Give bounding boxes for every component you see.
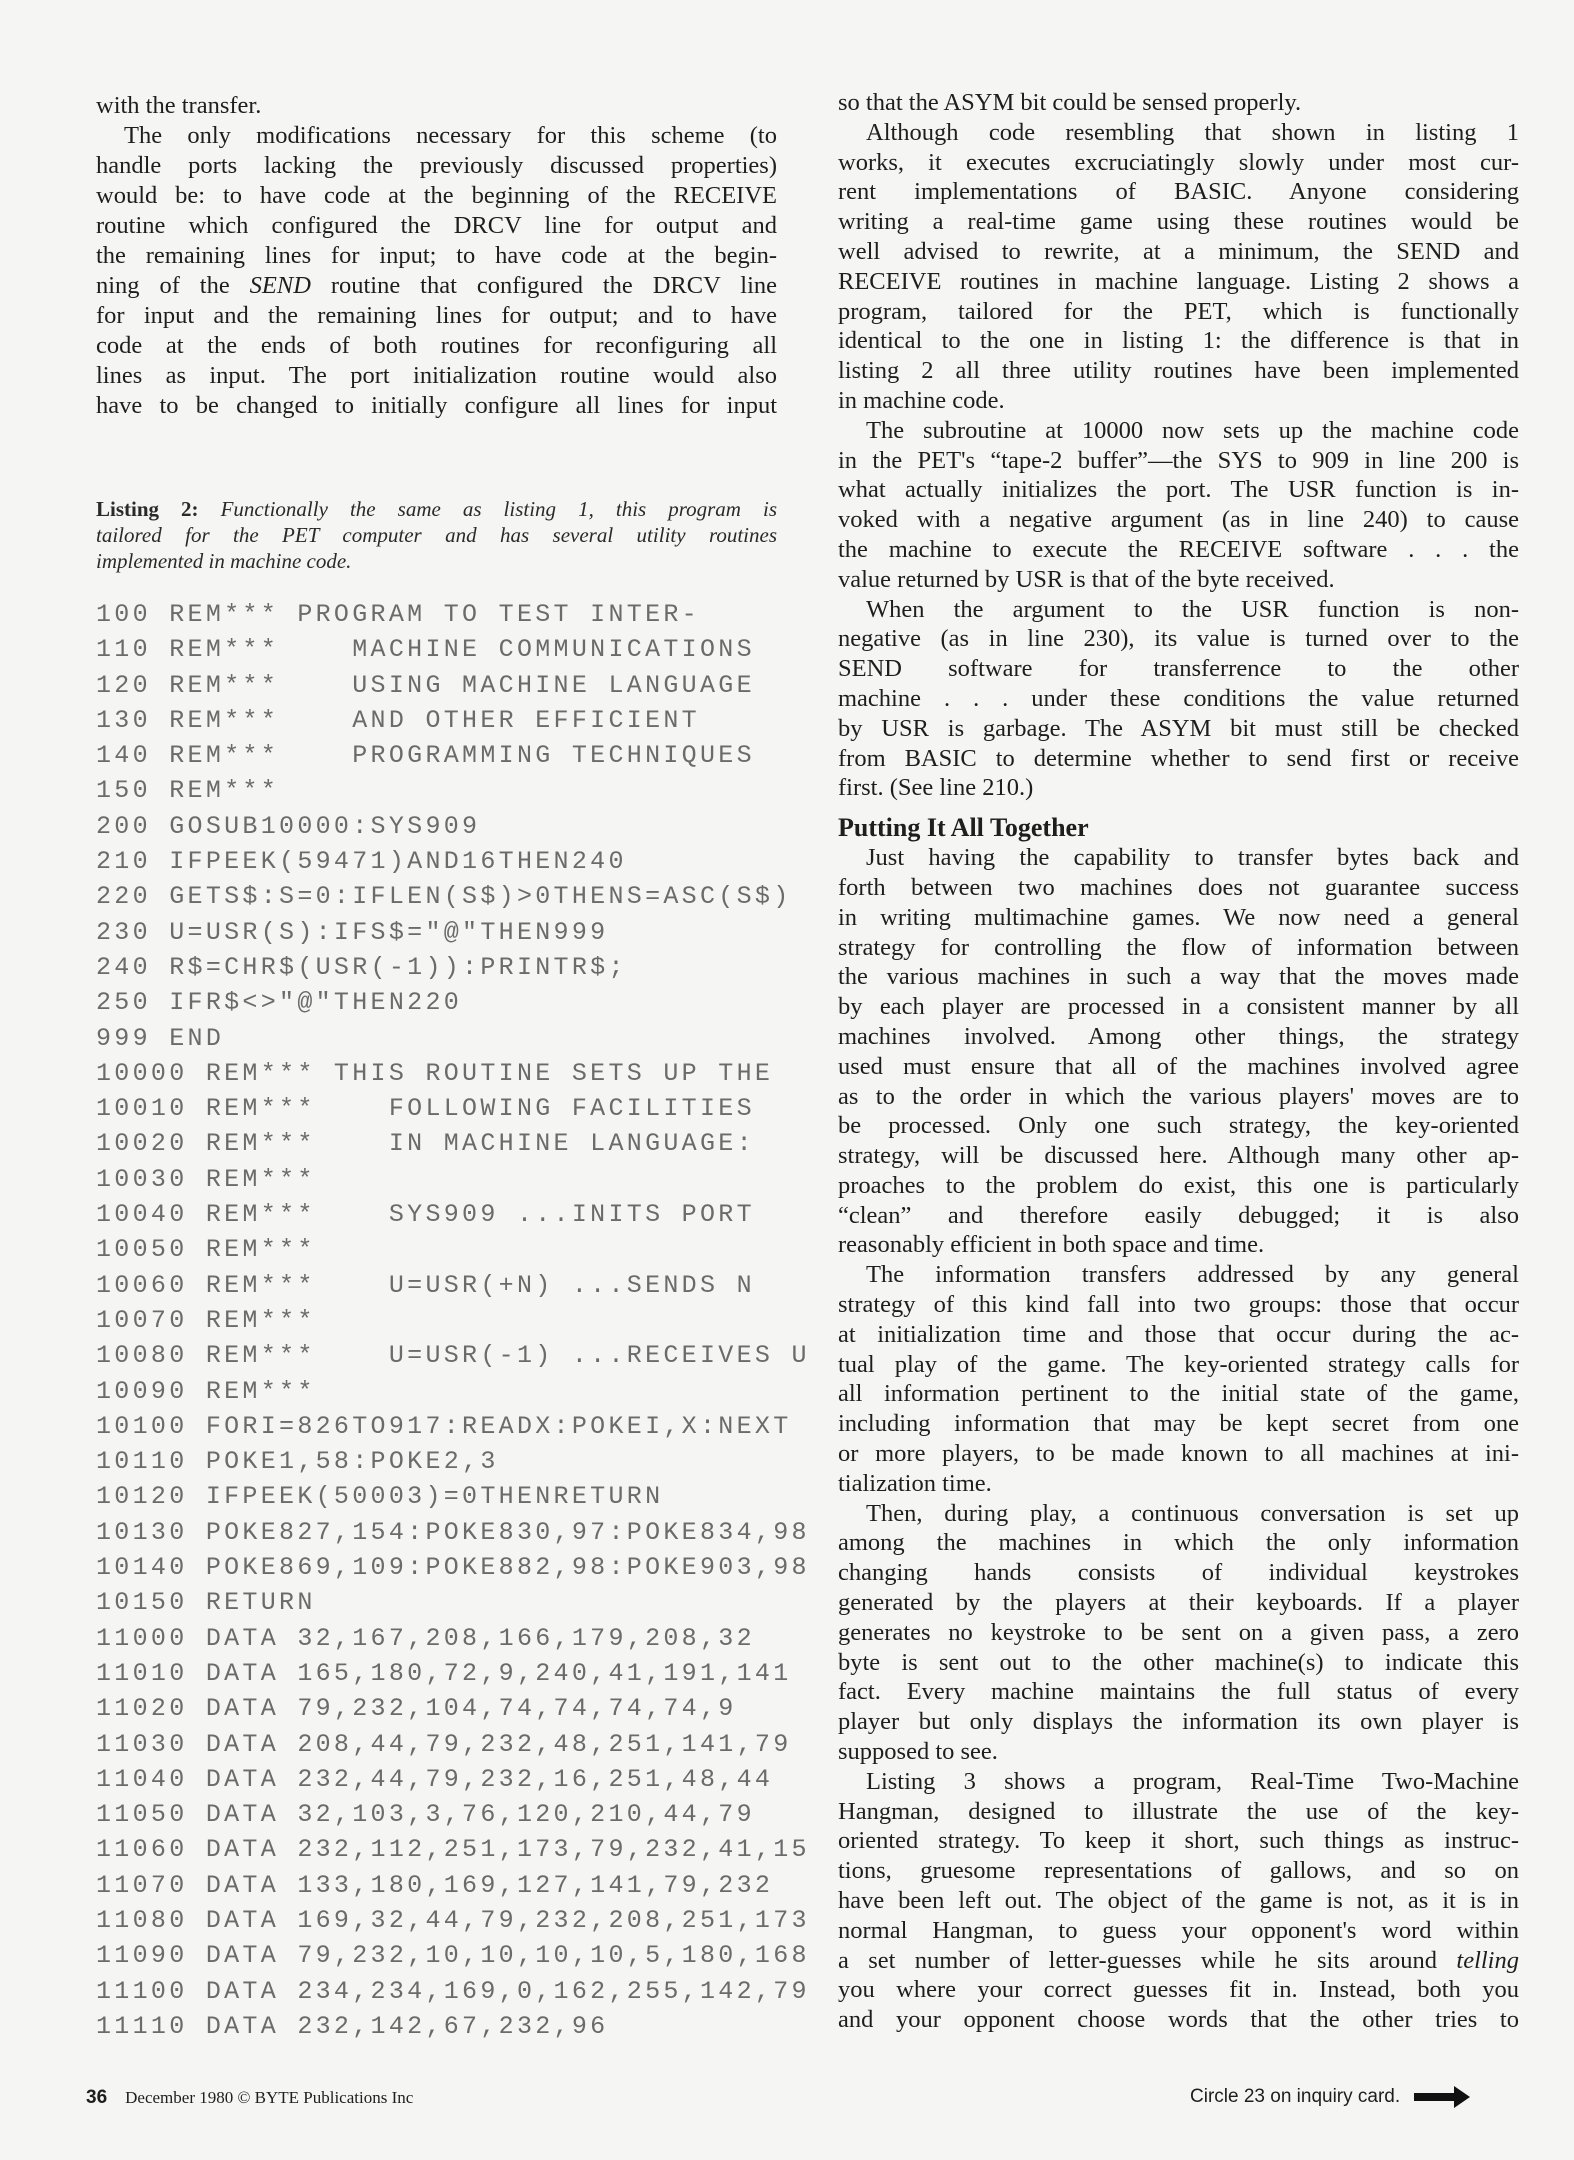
code-line: 240 R$=CHR$(USR(-1)):PRINTR$; [96,952,627,982]
text-segment: as to the order in which the various players' moves are to [838,1082,1519,1110]
text-line [838,356,1519,386]
text-line [96,91,777,121]
text-segment: you where your correct guesses fit in. Instead, both you [838,1976,1519,2004]
text-line [838,297,1519,327]
text-segment: supposed to see. [838,1738,998,1766]
text-segment: rent implementations of BASIC. Anyone considering [838,178,1519,206]
text-segment: tialization time. [838,1469,992,1497]
code-line: 220 GETS$:S=0:IFLEN(S$)>0THENS=ASC(S$) [96,882,792,912]
code-line: 999 END [96,1023,225,1053]
text-line [838,1260,1519,1290]
code-line: 11010 DATA 165,180,72,9,240,41,191,141 [96,1658,792,1688]
text-segment: strategy for controlling the flow of information between [838,933,1519,961]
text-segment: including information that may be kept secret from one [838,1410,1519,1438]
text-line [838,933,1519,963]
text-line [838,1975,1519,2005]
text-line [838,1707,1519,1737]
text-segment: handle ports lacking the previously discussed properties) [96,152,777,179]
text-segment: proaches to the problem do exist, this one is particularly [838,1171,1519,1199]
text-line [96,361,777,391]
code-line: 10150 RETURN [96,1588,316,1618]
text-segment: SEND software for transferrence to the other [838,655,1519,683]
caption-text: tailored for the PET computer and has several utility routines [96,523,777,547]
code-line: 10090 REM*** [96,1376,316,1406]
text-line [838,1528,1519,1558]
code-line: 11050 DATA 32,103,3,76,120,210,44,79 [96,1800,755,1830]
text-segment: routine that configured the DRCV line [310,272,777,299]
text-segment: generated by the players at their keyboards. If a player [838,1589,1519,1617]
code-line: 110 REM*** MACHINE COMMUNICATIONS [96,635,755,665]
text-line [838,1379,1519,1409]
text-segment: identical to the one in listing 1: the difference is that in [838,327,1519,355]
code-line: 11080 DATA 169,32,44,79,232,208,251,173 [96,1905,810,1935]
text-line [838,1082,1519,1112]
code-line: 10080 REM*** U=USR(-1) ...RECEIVES U [96,1341,810,1371]
code-line: 230 U=USR(S):IFS$="@"THEN999 [96,917,609,947]
text-line [838,1171,1519,1201]
text-segment: tual play of the game. The key-oriented strategy calls for [838,1350,1519,1378]
code-line: 11020 DATA 79,232,104,74,74,74,74,9 [96,1694,737,1724]
text-segment: the various machines in such a way that the moves made [838,963,1519,991]
left-column [96,91,777,421]
caption-line [96,548,777,574]
text-segment: fact. Every machine maintains the full status of every [838,1678,1519,1706]
code-line: 150 REM*** [96,776,280,806]
code-line: 11070 DATA 133,180,169,127,141,79,232 [96,1870,774,1900]
text-segment: SEND [249,272,311,299]
inquiry-text: Circle 23 on inquiry card. [1190,2086,1401,2107]
right-arrow-icon [1414,2086,1470,2108]
text-line [96,241,777,271]
text-segment: have been left out. The object of the game is not, as it is in [838,1887,1519,1915]
text-line [838,1856,1519,1886]
text-line [838,2005,1519,2035]
text-segment: forth between two machines does not guarantee success [838,873,1519,901]
text-segment: value returned by USR is that of the byte received. [838,565,1335,593]
text-line [838,1797,1519,1827]
inquiry-note [1190,2086,1470,2108]
text-segment: strategy, will be discussed here. Although many other ap- [838,1142,1519,1170]
text-segment: well advised to rewrite, at a minimum, the SEND and [838,237,1519,265]
text-segment: Hangman, designed to illustrate the use of the key- [838,1797,1519,1825]
text-line [96,211,777,241]
footer-credit [86,2087,413,2109]
text-line [838,1767,1519,1797]
text-line [838,88,1519,118]
listing-caption [96,496,777,574]
text-segment: Although code resembling that shown in listing 1 [866,118,1519,146]
code-line: 10110 POKE1,58:POKE2,3 [96,1447,499,1477]
text-segment: be processed. Only one such strategy, the key-oriented [838,1112,1519,1140]
text-segment: so that the ASYM bit could be sensed properly. [838,89,1302,116]
text-segment: reasonably efficient in both space and time. [838,1231,1265,1259]
text-line [838,446,1519,476]
code-line: 10130 POKE827,154:POKE830,97:POKE834,98 [96,1517,810,1547]
text-segment: a set number of letter-guesses while he sits around [838,1946,1457,1974]
text-line [838,903,1519,933]
code-line: 11110 DATA 232,142,67,232,96 [96,2011,609,2041]
caption-text: Functionally the same as listing 1, this program is [220,497,778,521]
text-segment: and your opponent choose words that the other tries to [838,2006,1519,2034]
text-segment: code at the ends of both routines for reconfiguring all [96,332,777,359]
text-segment: Then, during play, a continuous conversation is set up [866,1499,1519,1527]
code-line: 10020 REM*** IN MACHINE LANGUAGE: [96,1129,755,1159]
publication-line: December 1980 © BYTE Publications Inc [125,2088,414,2107]
text-line [96,181,777,211]
code-line: 10000 REM*** THIS ROUTINE SETS UP THE [96,1058,774,1088]
text-segment: RECEIVE routines in machine language. Listing 2 shows a [838,267,1519,295]
text-segment: Just having the capability to transfer bytes back and [866,844,1519,872]
code-line: 10050 REM*** [96,1235,316,1265]
text-line [838,1588,1519,1618]
text-line [838,1499,1519,1529]
code-line: 210 IFPEEK(59471)AND16THEN240 [96,847,627,877]
text-segment: or more players, to be made known to all machines at ini- [838,1440,1519,1468]
code-line: 130 REM*** AND OTHER EFFICIENT [96,705,700,735]
text-line [838,684,1519,714]
text-line [838,1826,1519,1856]
program-listing [96,597,810,2044]
page-number: 36 [86,2087,108,2108]
text-segment: “clean” and therefore easily debugged; it is also [838,1201,1519,1229]
text-segment: Listing 3 shows a program, Real-Time Two-Machine [866,1767,1519,1795]
text-line [96,331,777,361]
code-line: 10120 IFPEEK(50003)=0THENRETURN [96,1482,664,1512]
text-segment: byte is sent out to the other machine(s) to indicate this [838,1648,1519,1676]
text-line [838,1141,1519,1171]
text-line [838,1230,1519,1260]
text-segment: the machine to execute the RECEIVE software . . . the [838,535,1519,563]
text-segment: from BASIC to determine whether to send first or receive [838,744,1519,772]
text-segment: among the machines in which the only information [838,1529,1519,1557]
text-segment: in machine code. [838,386,1005,414]
code-line: 10140 POKE869,109:POKE882,98:POKE903,98 [96,1553,810,1583]
text-line [838,873,1519,903]
text-line [838,207,1519,237]
text-segment: routine which configured the DRCV line for output and [96,212,777,239]
text-line [838,773,1519,803]
text-segment: the remaining lines for input; to have code at the begin- [96,242,777,269]
text-line [838,1409,1519,1439]
text-line [96,301,777,331]
text-segment: used must ensure that all of the machines involved agree [838,1052,1519,1080]
text-segment: ning of the [96,272,250,299]
caption-label: Listing 2: [96,497,199,521]
text-segment: The only modifications necessary for this scheme (to [124,122,777,149]
text-line [838,565,1519,595]
text-segment: by each player are processed in a consistent manner by all [838,993,1519,1021]
text-line [838,1201,1519,1231]
text-line [838,624,1519,654]
section-heading: Putting It All Together [838,813,1089,843]
text-line [96,151,777,181]
text-line [838,118,1519,148]
text-segment: by USR is garbage. The ASYM bit must still be checked [838,714,1519,742]
text-line [838,505,1519,535]
code-line: 100 REM*** PROGRAM TO TEST INTER- [96,600,700,629]
text-line [838,416,1519,446]
text-segment: voked with a negative argument (as in line 240) to cause [838,506,1519,534]
text-segment: with the transfer. [96,92,262,119]
text-line [838,1648,1519,1678]
code-line: 11030 DATA 208,44,79,232,48,251,141,79 [96,1729,792,1759]
text-segment: listing 2 all three utility routines have been implemented [838,357,1519,385]
text-line [838,1290,1519,1320]
text-line [838,148,1519,178]
code-line: 200 GOSUB10000:SYS909 [96,811,481,841]
text-line [838,535,1519,565]
text-segment: program, tailored for the PET, which is functionally [838,297,1519,325]
text-line [838,1320,1519,1350]
text-line [838,1618,1519,1648]
code-line: 11090 DATA 79,232,10,10,10,10,5,180,168 [96,1941,810,1971]
text-line [838,992,1519,1022]
text-line [838,267,1519,297]
code-line: 11060 DATA 232,112,251,173,79,232,41,15 [96,1835,810,1865]
text-line [838,1111,1519,1141]
code-line: 10060 REM*** U=USR(+N) ...SENDS N [96,1270,755,1300]
code-line: 250 IFR$<>"@"THEN220 [96,988,463,1018]
text-segment: The subroutine at 10000 now sets up the machine code [866,416,1519,444]
text-segment: for input and the remaining lines for output; and to have [96,302,777,329]
text-segment: would be: to have code at the beginning of the RECEIVE [96,182,777,209]
text-line [838,177,1519,207]
text-segment: normal Hangman, to guess your opponent's word within [838,1916,1519,1944]
text-line [838,1469,1519,1499]
text-segment: all information pertinent to the initial state of the game, [838,1380,1519,1408]
code-line: 11040 DATA 232,44,79,232,16,251,48,44 [96,1764,774,1794]
code-line: 120 REM*** USING MACHINE LANGUAGE [96,670,755,700]
text-segment: strategy of this kind fall into two groups: those that occur [838,1291,1519,1319]
text-line [838,1350,1519,1380]
code-line: 10070 REM*** [96,1305,316,1335]
text-line [838,595,1519,625]
text-segment: in the PET's “tape-2 buffer”—the SYS to 909 in line 200 is [838,446,1519,474]
code-line: 10010 REM*** FOLLOWING FACILITIES [96,1094,755,1124]
text-line [838,1886,1519,1916]
text-segment: changing hands consists of individual keystrokes [838,1559,1519,1587]
text-segment: lines as input. The port initialization routine would also [96,362,777,389]
text-segment: what actually initializes the port. The USR function is in- [838,476,1519,504]
code-line: 10100 FORI=826TO917:READX:POKEI,X:NEXT [96,1411,792,1441]
code-line: 140 REM*** PROGRAMMING TECHNIQUES [96,741,755,771]
code-line: 11000 DATA 32,167,208,166,179,208,32 [96,1623,755,1653]
text-segment: negative (as in line 230), its value is turned over to the [838,625,1519,653]
text-segment: works, it executes excruciatingly slowly under most cur- [838,148,1519,176]
text-segment: first. (See line 210.) [838,774,1034,802]
text-segment: tions, gruesome representations of gallows, and so on [838,1857,1519,1885]
text-line [838,326,1519,356]
code-line: 10030 REM*** [96,1164,316,1194]
text-segment: The information transfers addressed by any general [866,1261,1519,1289]
text-line [838,1558,1519,1588]
text-line [838,1022,1519,1052]
text-line [838,237,1519,267]
text-segment: at initialization time and those that occur during the ac- [838,1320,1519,1348]
text-line [838,1946,1519,1976]
caption-text: implemented in machine code. [96,549,352,573]
text-line [96,121,777,151]
text-segment: machine . . . under these conditions the value returned [838,684,1519,712]
text-line [96,271,777,301]
text-line [838,1677,1519,1707]
text-line [838,1439,1519,1469]
text-line [838,714,1519,744]
text-line [838,962,1519,992]
text-line [838,744,1519,774]
text-segment: machines involved. Among other things, the strategy [838,1022,1519,1050]
caption-line [96,522,777,548]
code-line: 11100 DATA 234,234,169,0,162,255,142,79 [96,1976,810,2006]
text-segment: telling [1456,1946,1519,1974]
text-line [838,386,1519,416]
text-line [838,1737,1519,1767]
text-segment: When the argument to the USR function is non- [866,595,1519,623]
caption-line [96,496,777,522]
text-segment: in writing multimachine games. We now need a general [838,903,1519,931]
text-line [96,391,777,421]
text-line [838,843,1519,873]
text-segment: generates no keystroke to be sent on a given pass, a zero [838,1618,1519,1646]
text-line [838,475,1519,505]
text-line [838,654,1519,684]
text-line [838,1916,1519,1946]
text-segment: have to be changed to initially configure all lines for input [96,392,777,419]
text-segment: writing a real-time game using these routines would be [838,208,1519,236]
text-line [838,1052,1519,1082]
code-line: 10040 REM*** SYS909 ...INITS PORT [96,1200,755,1230]
text-segment: player but only displays the information its own player is [838,1708,1519,1736]
right-column [838,88,1519,2035]
text-segment: oriented strategy. To keep it short, such things as instruc- [838,1827,1519,1855]
